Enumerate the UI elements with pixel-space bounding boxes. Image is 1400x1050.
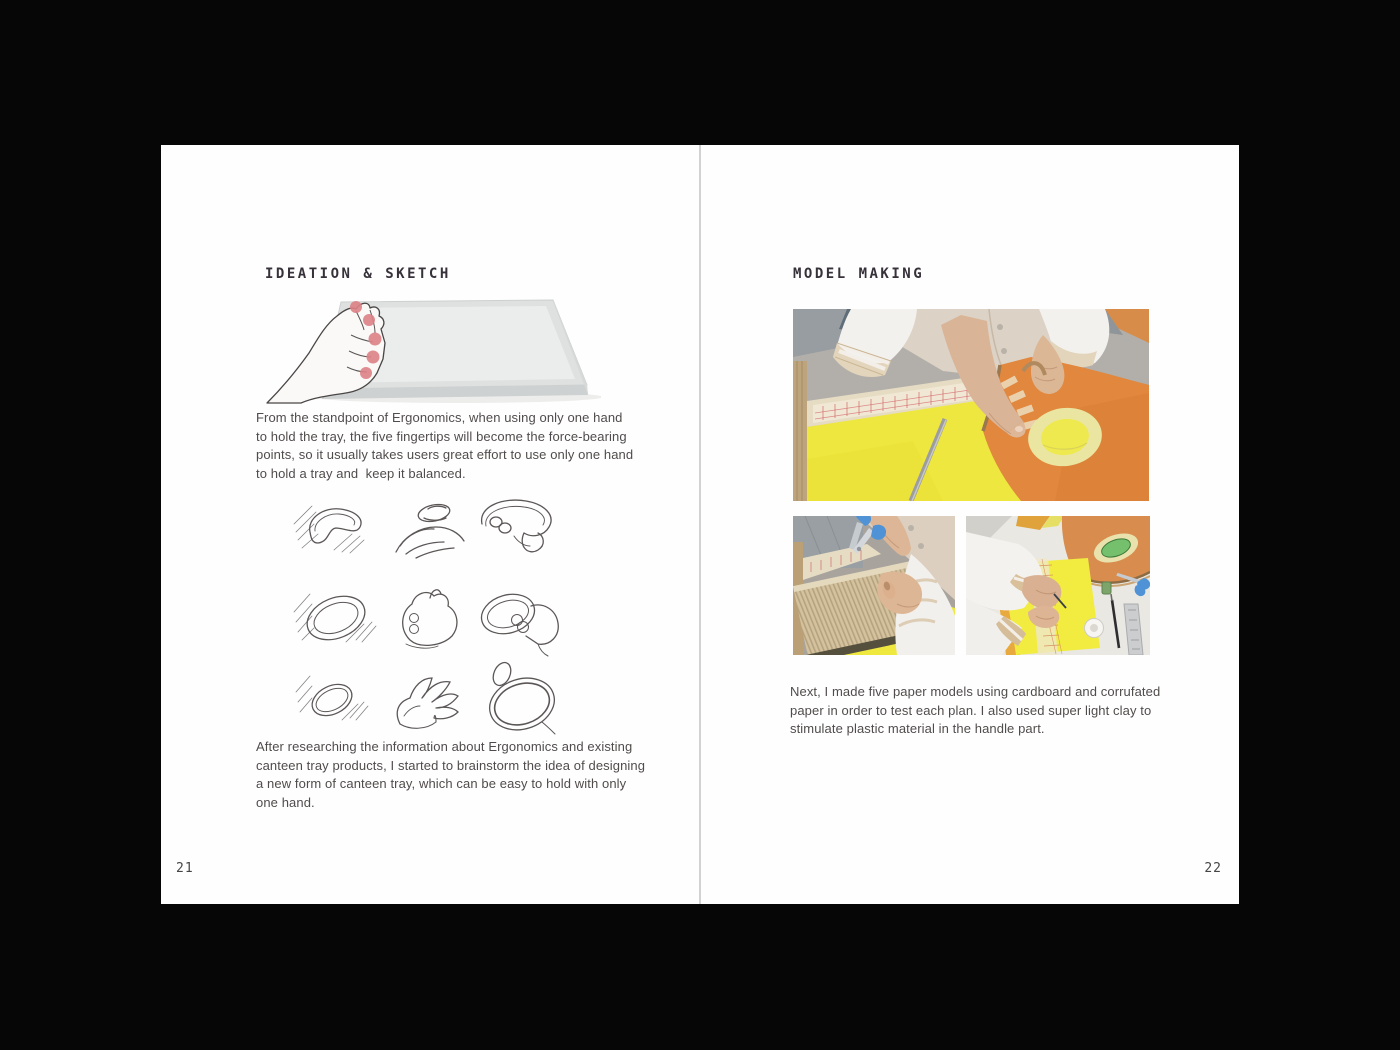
page-number-left: 21 [176, 861, 194, 876]
photo-drawing-plan-on-yellow-paper [966, 516, 1150, 655]
open-book-spread [161, 145, 1239, 904]
paragraph-paper-models: Next, I made five paper models using cardboard and corrufated paper in order to test each plan. I also used super light clay to stimulate plastic material in the handle part. [790, 684, 1161, 736]
paragraph-ergonomics: From the standpoint of Ergonomics, when using only one hand to hold the tray, the five fingertips will become the force-bearing points, so it usually takes users great effort to use only one hand to hold a tray and keep it balanced. [256, 410, 634, 481]
ideation-sketch-grid-illustration [292, 494, 560, 736]
page-21 [161, 145, 699, 904]
section-heading-model-making: MODEL MAKING [793, 266, 925, 282]
tray-hand-illustration [263, 295, 601, 407]
paragraph-brainstorm: After researching the information about Ergonomics and existing canteen tray products, I started to brainstorm the idea of designing a new form of canteen tray, which can be easy to hold with only one hand. [256, 739, 646, 810]
photo-taping-tray-model [793, 309, 1149, 501]
page-number-right: 22 [1204, 861, 1222, 876]
page-22 [701, 145, 1239, 904]
section-heading-ideation: IDEATION & SKETCH [265, 266, 451, 282]
photo-cutting-corrugated-cardboard [793, 516, 955, 655]
